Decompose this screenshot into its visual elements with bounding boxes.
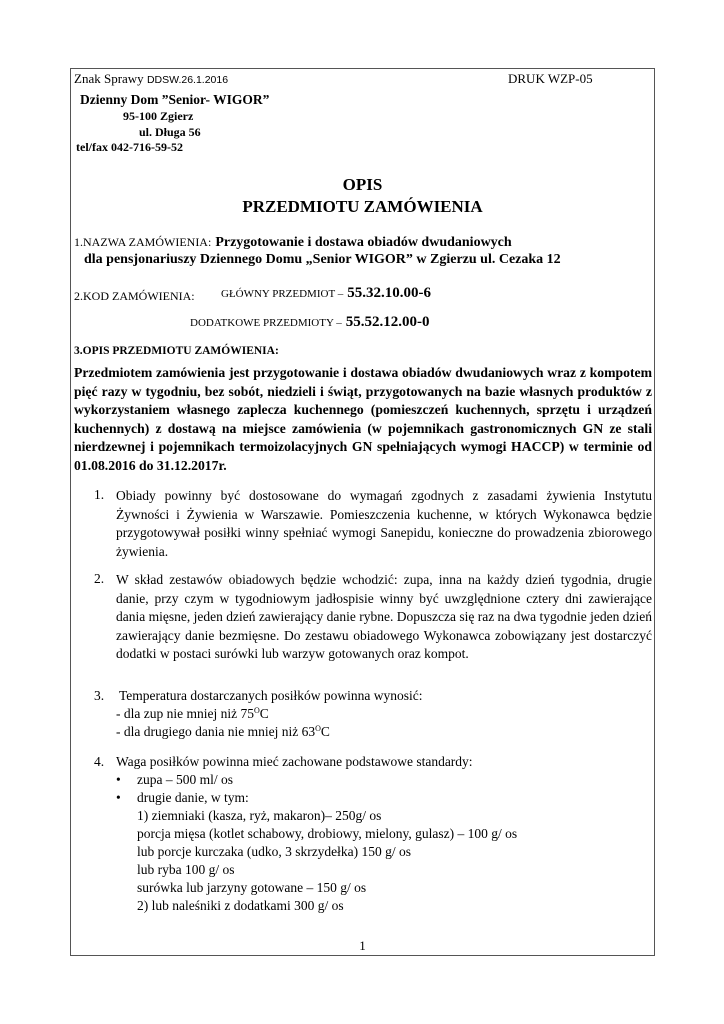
item4-number: 4. (94, 754, 105, 769)
sub-item-pancakes: 2) lub naleśniki z dodatkami 300 g/ os (137, 898, 344, 913)
form-code: DRUK WZP-05 (508, 71, 593, 86)
main-subject (221, 284, 431, 302)
main-dish-temperature-text: - dla drugiego dania nie mniej niż 63 (116, 724, 316, 739)
soup-temperature (116, 706, 269, 722)
unit-celsius: C (259, 706, 269, 721)
sub-item-meat: porcja mięsa (kotlet schabowy, drobiowy, mielony, gulasz) – 100 g/ os (137, 826, 518, 841)
main-subject-label: GŁÓWNY PRZEDMIOT – (221, 288, 344, 300)
main-dish-temperature (116, 724, 330, 740)
case-number-label: Znak Sprawy (74, 71, 144, 86)
main-subject-code: 55.32.10.00-6 (347, 285, 431, 301)
section1-heading (74, 233, 512, 251)
item2-text: W skład zestawów obiadowych będzie wchodzić: zupa, inna na każdy dzień tygodnia, drugie danie, przy czym w tygodniowym jadłospisie winny być uwzględnione cztery dni zawierające dania mięsne, jeden dzień zawierający danie rybne. Dopuszcza się raz na dwa tygodnie jeden dzień zawierający danie bezmięsne. Do zestawu obiadowego Wykonawca zobowiązany jest dostarczyć dodatki w postaci surówki lub warzyw gotowanych oraz kompot. (116, 572, 653, 662)
extra-subjects (190, 313, 430, 331)
degree-sign: O (253, 706, 260, 715)
sub-item-potatoes: 1) ziemniaki (kasza, ryż, makaron)– 250g/ os (137, 808, 382, 823)
section1-value-line1: Przygotowanie i dostawa obiadów dwudaniowych (215, 235, 512, 250)
bullet-icon: • (116, 772, 121, 787)
extra-subjects-label: DODATKOWE PRZEDMIOTY – (190, 317, 342, 329)
case-number (74, 71, 228, 87)
degree-sign: O (315, 724, 321, 733)
page-number: 1 (359, 938, 366, 953)
main-dish-heading: drugie danie, w tym: (137, 790, 249, 805)
item1-text: Obiady powinny być dostosowane do wymagań zgodnych z zasadami żywienia Instytutu Żywności i Żywienia w Warszawie. Pomieszczenia kuchenne, w których Wykonawca będzie przygotowywał posiłki winny spełniać wymogi Sanepidu, konieczne do prowadzenia zbiorowego żywienia. (116, 488, 652, 559)
sub-item-salad: surówka lub jarzyny gotowane – 150 g/ os (137, 880, 367, 895)
sub-item-chicken: lub porcje kurczaka (udko, 3 skrzydełka) 150 g/ os (137, 844, 412, 859)
section1-value-line2: dla pensjonariuszy Dziennego Domu „Senior WIGOR” w Zgierzu ul. Cezaka 12 (84, 252, 561, 267)
doc-title-line1: OPIS (342, 175, 383, 194)
item3-text: Temperatura dostarczanych posiłków powinna wynosić: (119, 688, 423, 703)
org-postal: 95-100 Zgierz (123, 109, 194, 123)
org-telfax: tel/fax 042-716-59-52 (76, 140, 183, 154)
section3-label: 3.OPIS PRZEDMIOTU ZAMÓWIENIA: (74, 345, 279, 357)
bullet-icon: • (116, 790, 121, 805)
doc-title-line2: PRZEDMIOTU ZAMÓWIENIA (242, 197, 483, 216)
section3-intro: Przedmiotem zamówienia jest przygotowanie i dostawa obiadów dwudaniowych wraz z kompotem pięć razy w tygodniu, bez sobót, niedzieli i świąt, przygotowanych na bazie własnych produktów z wykorzystaniem własnego zaplecza kuchennego (pomieszczeń kuchennych, sprzętu i urządzeń kuchennych) z dostawą na miejsce zamówienia (w pojemnikach gastronomicznych GN ze stali nierdzewnej i pojemnikach termoizolacyjnych GN spełniających wymogi HACCP) w terminie od 01.08.2016 do 31.12.2017r. (74, 365, 652, 473)
sub-item-fish: lub ryba 100 g/ os (137, 862, 235, 877)
item1-number: 1. (94, 487, 105, 502)
unit-celsius: C (320, 724, 330, 739)
section1-label: 1.NAZWA ZAMÓWIENIA: (74, 235, 212, 249)
org-street: ul. Długa 56 (139, 125, 201, 139)
org-name: Dzienny Dom ”Senior- WIGOR” (80, 92, 270, 107)
case-number-value: DDSW.26.1.2016 (146, 74, 229, 86)
item2-number: 2. (94, 571, 105, 586)
item4-text: Waga posiłków powinna mieć zachowane podstawowe standardy: (116, 754, 473, 769)
extra-subjects-code: 55.52.12.00-0 (345, 314, 430, 330)
soup-temperature-text: - dla zup nie mniej niż 75 (116, 706, 254, 721)
item3-number: 3. (94, 688, 105, 703)
soup-weight: zupa – 500 ml/ os (137, 772, 233, 787)
section2-label: 2.KOD ZAMÓWIENIA: (74, 289, 195, 303)
